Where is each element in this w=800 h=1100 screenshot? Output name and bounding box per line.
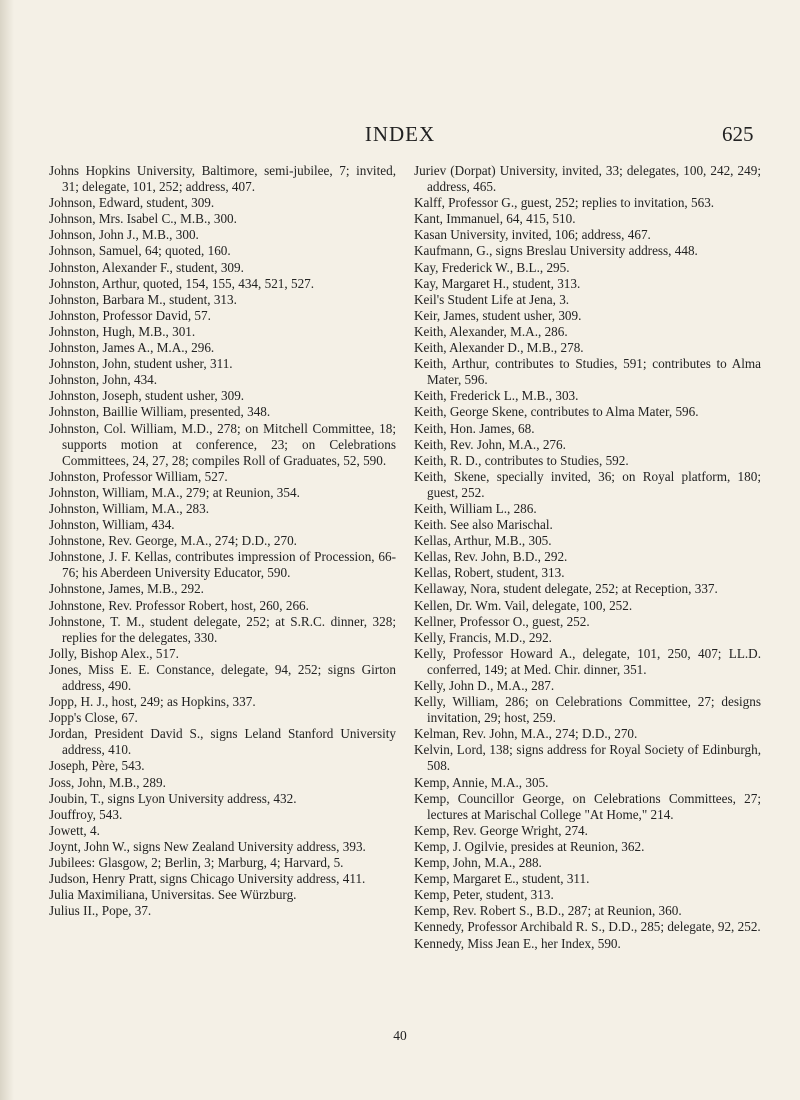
index-entry: Jordan, President David S., signs Leland Stanford University address, 410.: [49, 726, 396, 758]
index-entry: Johnston, John, student usher, 311.: [49, 356, 233, 372]
signature-mark: 40: [393, 1028, 407, 1043]
index-entry: Kellas, Robert, student, 313.: [414, 565, 565, 581]
index-entry: Johnstone, James, M.B., 292.: [49, 581, 204, 597]
index-entry: Johnston, Hugh, M.B., 301.: [49, 323, 196, 339]
index-entry: Kemp, Margaret E., student, 311.: [414, 871, 590, 887]
index-entry: Johnstone, J. F. Kellas, contributes impression of Procession, 66-76; his Aberdeen University Educator, 590.: [49, 549, 396, 581]
index-entry: Keith, Alexander D., M.B., 278.: [414, 340, 584, 356]
index-entry: Kemp, J. Ogilvie, presides at Reunion, 362.: [414, 838, 645, 854]
index-entry: Juriev (Dorpat) University, invited, 33; delegates, 100, 242, 249; address, 465.: [414, 163, 761, 195]
index-entry: Kellner, Professor O., guest, 252.: [414, 613, 590, 629]
index-entry: Kemp, Peter, student, 313.: [414, 887, 554, 903]
index-entry: Johnson, John J., M.B., 300.: [49, 227, 199, 243]
index-entry: Johnston, Arthur, quoted, 154, 155, 434, 521, 527.: [49, 275, 315, 291]
index-entry: Judson, Henry Pratt, signs Chicago University address, 411.: [49, 871, 366, 887]
index-entry: Kemp, Rev. George Wright, 274.: [414, 822, 588, 838]
index-entry: Jubilees: Glasgow, 2; Berlin, 3; Marburg, 4; Harvard, 5.: [49, 855, 344, 871]
index-entry: Kelly, Professor Howard A., delegate, 101, 250, 407; LL.D. conferred, 149; at Med. Chir. dinner, 351.: [414, 645, 761, 677]
index-entry: Kelly, John D., M.A., 287.: [414, 678, 555, 693]
index-entry: Johnston, James A., M.A., 296.: [49, 340, 215, 356]
index-entry: Keith. See also Marischal.: [414, 517, 553, 533]
index-entry: Keith, Frederick L., M.B., 303.: [414, 388, 579, 404]
index-entry: Johnston, William, M.A., 279; at Reunion, 354.: [49, 484, 300, 500]
index-entry: Keith, Arthur, contributes to Studies, 591; contributes to Alma Mater, 596.: [414, 356, 761, 388]
index-entry: Johnson, Mrs. Isabel C., M.B., 300.: [49, 211, 237, 227]
page-edge-shadow: [0, 0, 14, 1100]
index-entry: Johnston, Joseph, student usher, 309.: [49, 388, 245, 404]
index-entry: Keith, Rev. John, M.A., 276.: [414, 436, 566, 452]
index-entry: Joynt, John W., signs New Zealand University address, 393.: [49, 838, 366, 854]
index-entry: Julia Maximiliana, Universitas. See Würzburg.: [49, 887, 297, 903]
index-entry: Kellen, Dr. Wm. Vail, delegate, 100, 252.: [414, 597, 633, 613]
index-entry: Keith, Hon. James, 68.: [414, 420, 535, 436]
index-entry: Julius II., Pope, 37.: [49, 903, 152, 919]
index-entry: Jones, Miss E. E. Constance, delegate, 94, 252; signs Girton address, 490.: [49, 661, 396, 693]
index-entry: Johnston, Alexander F., student, 309.: [49, 259, 244, 275]
index-entry: Kelvin, Lord, 138; signs address for Royal Society of Edinburgh, 508.: [414, 742, 761, 774]
index-entry: Johnson, Samuel, 64; quoted, 160.: [49, 243, 231, 259]
index-entry: Kennedy, Miss Jean E., her Index, 590.: [414, 935, 621, 951]
index-entry: Keir, James, student usher, 309.: [414, 307, 582, 323]
index-entry: Johnston, William, M.A., 283.: [49, 500, 210, 516]
index-entry: Kemp, John, M.A., 288.: [414, 855, 542, 871]
index-column-left: [49, 163, 396, 919]
index-entry: Keith, Skene, specially invited, 36; on Royal platform, 180; guest, 252.: [414, 468, 761, 500]
index-entry: Keith, William L., 286.: [414, 500, 537, 516]
index-entry: Johns Hopkins University, Baltimore, semi-jubilee, 7; invited, 31; delegate, 101, 252; address, 407.: [49, 163, 396, 195]
index-entry: Joubin, T., signs Lyon University address, 432.: [49, 790, 297, 806]
page-header: [0, 122, 800, 152]
index-entry: Jolly, Bishop Alex., 517.: [49, 645, 179, 661]
index-entry: Jopp, H. J., host, 249; as Hopkins, 337.: [49, 694, 256, 710]
index-entry: Johnson, Edward, student, 309.: [49, 195, 215, 211]
index-entry: Kasan University, invited, 106; address, 467.: [414, 227, 651, 243]
index-entry: Kellas, Rev. John, B.D., 292.: [414, 549, 568, 565]
index-entry: Keil's Student Life at Jena, 3.: [414, 291, 570, 307]
index-entry: Johnston, John, 434.: [49, 372, 158, 388]
index-entry: Keith, Alexander, M.A., 286.: [414, 323, 568, 339]
index-entry: Johnstone, Rev. George, M.A., 274; D.D., 270.: [49, 533, 297, 549]
index-entry: Kalff, Professor G., guest, 252; replies to invitation, 563.: [414, 195, 715, 211]
index-entry: Johnston, Barbara M., student, 313.: [49, 291, 237, 307]
index-entry: Kemp, Councillor George, on Celebrations Committees, 27; lectures at Marischal College "At Home," 214.: [414, 790, 761, 822]
index-entry: Kelly, William, 286; on Celebrations Committee, 27; designs invitation, 29; host, 259.: [414, 694, 761, 726]
index-entry: Kemp, Rev. Robert S., B.D., 287; at Reunion, 360.: [414, 903, 682, 919]
index-entry: Kellaway, Nora, student delegate, 252; at Reception, 337.: [414, 581, 718, 597]
index-entry: Kelman, Rev. John, M.A., 274; D.D., 270.: [414, 726, 638, 742]
index-entry: Johnston, Baillie William, presented, 348.: [49, 404, 271, 420]
page-number: 625: [722, 122, 754, 146]
index-entry: Johnstone, Rev. Professor Robert, host, 260, 266.: [49, 597, 309, 613]
index-entry: Keith, George Skene, contributes to Alma Mater, 596.: [414, 404, 699, 420]
index-entry: Johnstone, T. M., student delegate, 252; at S.R.C. dinner, 328; replies for the delegates, 330.: [49, 613, 396, 645]
index-entry: Johnston, Professor David, 57.: [49, 307, 211, 323]
index-entry: Jopp's Close, 67.: [49, 710, 138, 726]
index-entry: Jowett, 4.: [49, 822, 100, 838]
index-entry: Kemp, Annie, M.A., 305.: [414, 774, 549, 790]
index-entry: Johnston, William, 434.: [49, 517, 175, 533]
index-entry: Kay, Frederick W., B.L., 295.: [414, 259, 570, 275]
index-entry: Joseph, Père, 543.: [49, 758, 145, 774]
index-entry: Kant, Immanuel, 64, 415, 510.: [414, 211, 576, 227]
index-entry: Johnston, Col. William, M.D., 278; on Mitchell Committee, 18; supports motion at conference, 23; on Celebrations Committees, 24, 27, 28; compiles Roll of Graduates, 52, 590.: [49, 420, 396, 468]
page-title: INDEX: [364, 122, 436, 146]
index-entry: Kennedy, Professor Archibald R. S., D.D., 285; delegate, 92, 252.: [414, 919, 761, 935]
index-entry: Jouffroy, 543.: [49, 806, 123, 822]
index-entry: Johnston, Professor William, 527.: [49, 468, 228, 484]
index-entry: Keith, R. D., contributes to Studies, 592.: [414, 452, 629, 468]
index-entry: Kaufmann, G., signs Breslau University address, 448.: [414, 243, 698, 259]
index-entry: Kellas, Arthur, M.B., 305.: [414, 533, 552, 549]
index-entry: Kay, Margaret H., student, 313.: [414, 275, 581, 291]
index-entry: Joss, John, M.B., 289.: [49, 774, 166, 790]
index-entry: Kelly, Francis, M.D., 292.: [414, 629, 552, 645]
index-column-right: [414, 163, 761, 952]
